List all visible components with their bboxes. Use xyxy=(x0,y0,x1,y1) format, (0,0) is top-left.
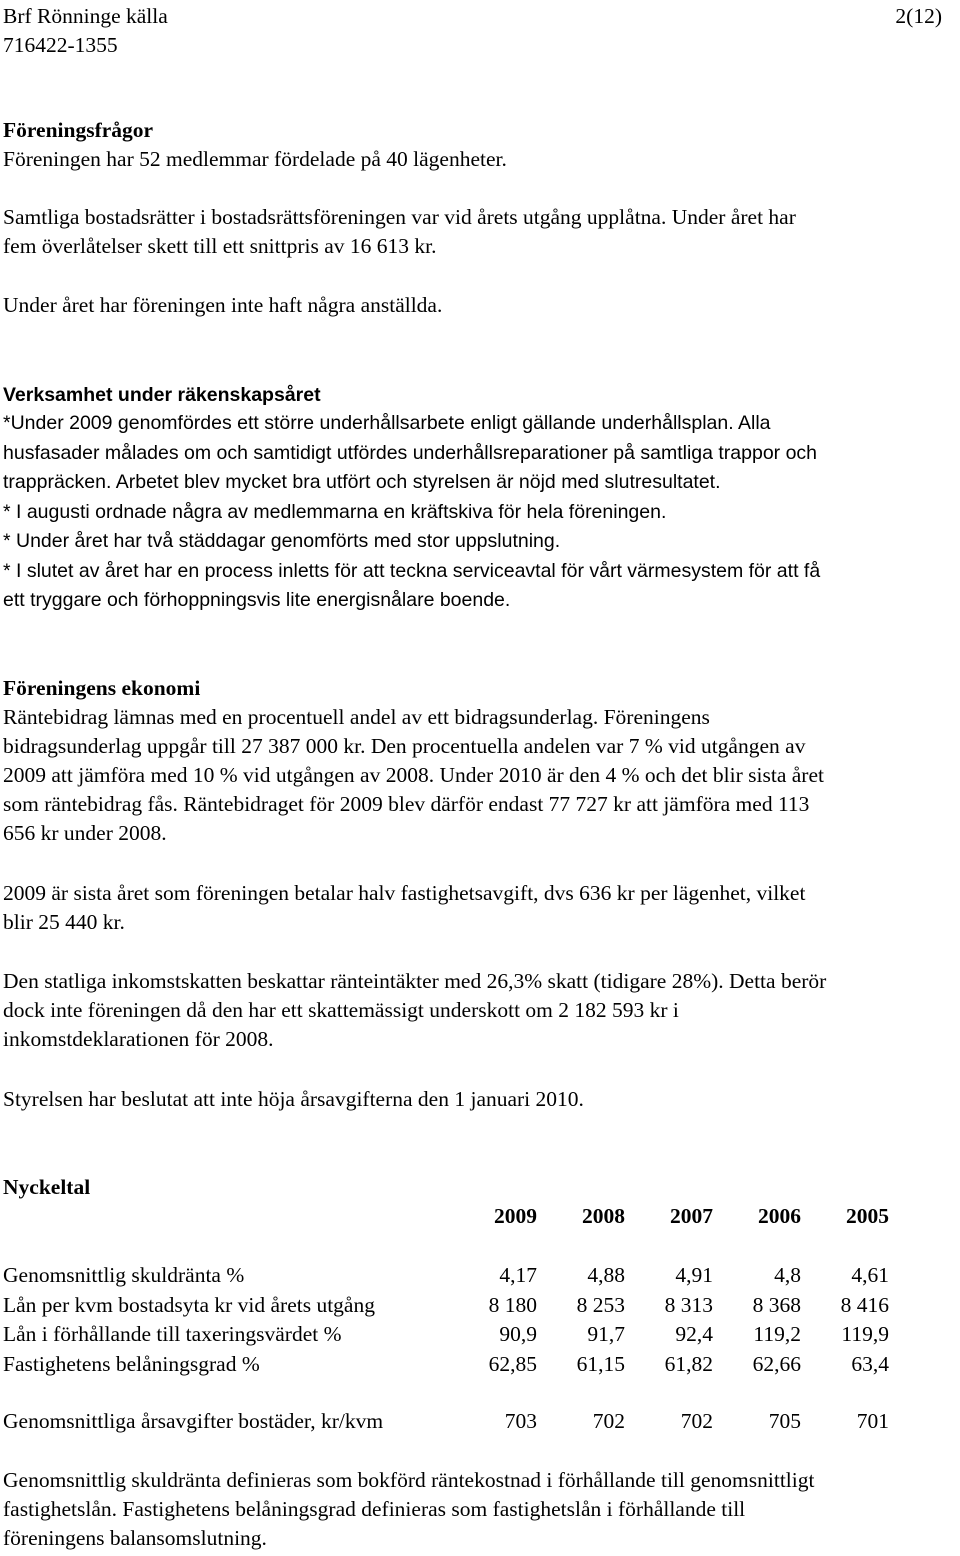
table-row xyxy=(3,1350,889,1380)
org-name: Brf Rönninge källa xyxy=(3,4,168,28)
value-cell: 8 253 xyxy=(576,1292,625,1317)
text-line: 656 kr under 2008. xyxy=(3,821,167,845)
value-cell: 90,9 xyxy=(499,1322,537,1347)
text-line: bidragsunderlag uppgår till 27 387 000 kr. Den procentuella andelen var 7 % vid utgången av xyxy=(3,734,806,758)
value-cell: 62,66 xyxy=(752,1351,801,1376)
paragraph-inkomstskatt xyxy=(3,967,826,1054)
section-heading-verksamhet: Verksamhet under räkenskapsåret xyxy=(3,384,321,406)
section-heading-foreningsfragor: Föreningsfrågor xyxy=(3,118,154,142)
text-line: fastighetslån. Fastighetens belåningsgrad definieras som fastighetslån i förhållande till xyxy=(3,1497,746,1521)
text-line: Räntebidrag lämnas med en procentuell andel av ett bidragsunderlag. Föreningens xyxy=(3,705,710,729)
row-label: Genomsnittlig skuldränta % xyxy=(3,1263,245,1288)
verksamhet-line: * I augusti ordnade några av medlemmarna en kräftskiva för hela föreningen. xyxy=(3,500,667,523)
value-cell: 61,15 xyxy=(576,1351,625,1376)
paragraph-arsavgifter: Styrelsen har beslutat att inte höja årsavgifterna den 1 januari 2010. xyxy=(3,1087,584,1111)
value-cell: 63,4 xyxy=(851,1351,889,1376)
verksamhet-line: ett tryggare och förhoppningsvis lite energisnålare boende. xyxy=(3,589,511,611)
verksamhet-line: *Under 2009 genomfördes ett större underhållsarbete enligt gällande underhållsplan. Alla xyxy=(3,412,771,434)
text-line: 2009 att jämföra med 10 % vid utgången av 2008. Under 2010 är den 4 % och det blir sista året xyxy=(3,763,824,787)
value-cell: 703 xyxy=(504,1409,537,1434)
value-cell: 4,88 xyxy=(587,1263,625,1288)
value-cell: 8 313 xyxy=(664,1292,713,1317)
year-header-row xyxy=(3,1202,889,1232)
paragraph-employees: Under året har föreningen inte haft några anställda. xyxy=(3,293,443,317)
nyckeltal-footnote xyxy=(3,1466,814,1553)
kpi-year-header xyxy=(3,1202,889,1232)
value-cell: 91,7 xyxy=(587,1322,625,1347)
page-number: 2(12) xyxy=(895,4,942,28)
paragraph-transfers-line-1: Samtliga bostadsrätter i bostadsrättsföreningen var vid årets utgång upplåtna. Under året har xyxy=(3,205,796,229)
paragraph-fastighetsavgift xyxy=(3,879,805,937)
value-cell: 8 180 xyxy=(488,1292,537,1317)
paragraph-members: Föreningen har 52 medlemmar fördelade på 40 lägenheter. xyxy=(3,147,507,171)
value-cell: 92,4 xyxy=(675,1322,713,1347)
verksamhet-line: trappräcken. Arbetet blev mycket bra utfört och styrelsen är nöjd med slutresultatet. xyxy=(3,471,721,493)
text-line: Den statliga inkomstskatten beskattar ränteintäkter med 26,3% skatt (tidigare 28%). Detta berör xyxy=(3,969,827,993)
value-cell: 4,17 xyxy=(499,1263,537,1288)
row-label: Genomsnittliga årsavgifter bostäder, kr/kvm xyxy=(3,1409,384,1434)
value-cell: 4,8 xyxy=(774,1263,801,1288)
value-cell: 702 xyxy=(592,1409,625,1434)
value-cell: 702 xyxy=(680,1409,713,1434)
value-cell: 8 416 xyxy=(840,1292,889,1317)
section-heading-nyckeltal: Nyckeltal xyxy=(3,1175,91,1199)
table-row xyxy=(3,1320,889,1350)
table-row xyxy=(3,1407,889,1437)
table-row xyxy=(3,1261,889,1291)
paragraph-transfers-line-2: fem överlåtelser skett till ett snittpris av 16 613 kr. xyxy=(3,234,437,258)
row-label: Lån per kvm bostadsyta kr vid årets utgång xyxy=(3,1292,375,1317)
text-line: som räntebidrag fås. Räntebidraget för 2009 blev därför endast 77 727 kr att jämföra med 113 xyxy=(3,792,810,816)
value-cell: 705 xyxy=(768,1409,801,1434)
year-cell: 2007 xyxy=(670,1204,713,1229)
verksamhet-text xyxy=(3,409,820,616)
text-line: föreningens balansomslutning. xyxy=(3,1526,267,1550)
table-row xyxy=(3,1291,889,1321)
kpi-table xyxy=(3,1261,889,1379)
text-line: inkomstdeklarationen för 2008. xyxy=(3,1027,274,1051)
section-heading-ekonomi: Föreningens ekonomi xyxy=(3,676,201,700)
kpi-fee-table xyxy=(3,1407,889,1437)
verksamhet-line: * I slutet av året har en process inletts för att teckna serviceavtal för vårt värmesystem för att få xyxy=(3,559,821,582)
text-line: blir 25 440 kr. xyxy=(3,910,125,934)
value-cell: 119,9 xyxy=(841,1322,889,1347)
value-cell: 701 xyxy=(856,1409,889,1434)
value-cell: 4,61 xyxy=(851,1263,889,1288)
value-cell: 61,82 xyxy=(664,1351,713,1376)
year-cell: 2005 xyxy=(846,1204,889,1229)
value-cell: 62,85 xyxy=(488,1351,537,1376)
text-line: 2009 är sista året som föreningen betalar halv fastighetsavgift, dvs 636 kr per lägenhet, vilket xyxy=(3,881,806,905)
org-number: 716422-1355 xyxy=(3,33,118,57)
verksamhet-line: * Under året har två städdagar genomförts med stor uppslutning. xyxy=(3,530,561,552)
year-cell: 2006 xyxy=(758,1204,801,1229)
row-label: Fastighetens belåningsgrad % xyxy=(3,1351,260,1376)
text-line: dock inte föreningen då den har ett skattemässigt underskott om 2 182 593 kr i xyxy=(3,998,679,1022)
value-cell: 119,2 xyxy=(753,1322,801,1347)
paragraph-rantebidrag xyxy=(3,703,824,848)
verksamhet-line: husfasader målades om och samtidigt utfördes underhållsreparationer på samtliga trappor och xyxy=(3,441,818,464)
row-label: Lån i förhållande till taxeringsvärdet % xyxy=(3,1322,342,1347)
year-cell: 2008 xyxy=(582,1204,625,1229)
value-cell: 4,91 xyxy=(675,1263,713,1288)
value-cell: 8 368 xyxy=(752,1292,801,1317)
text-line: Genomsnittlig skuldränta definieras som bokförd räntekostnad i förhållande till genomsnittligt xyxy=(3,1468,815,1492)
year-cell: 2009 xyxy=(494,1204,537,1229)
